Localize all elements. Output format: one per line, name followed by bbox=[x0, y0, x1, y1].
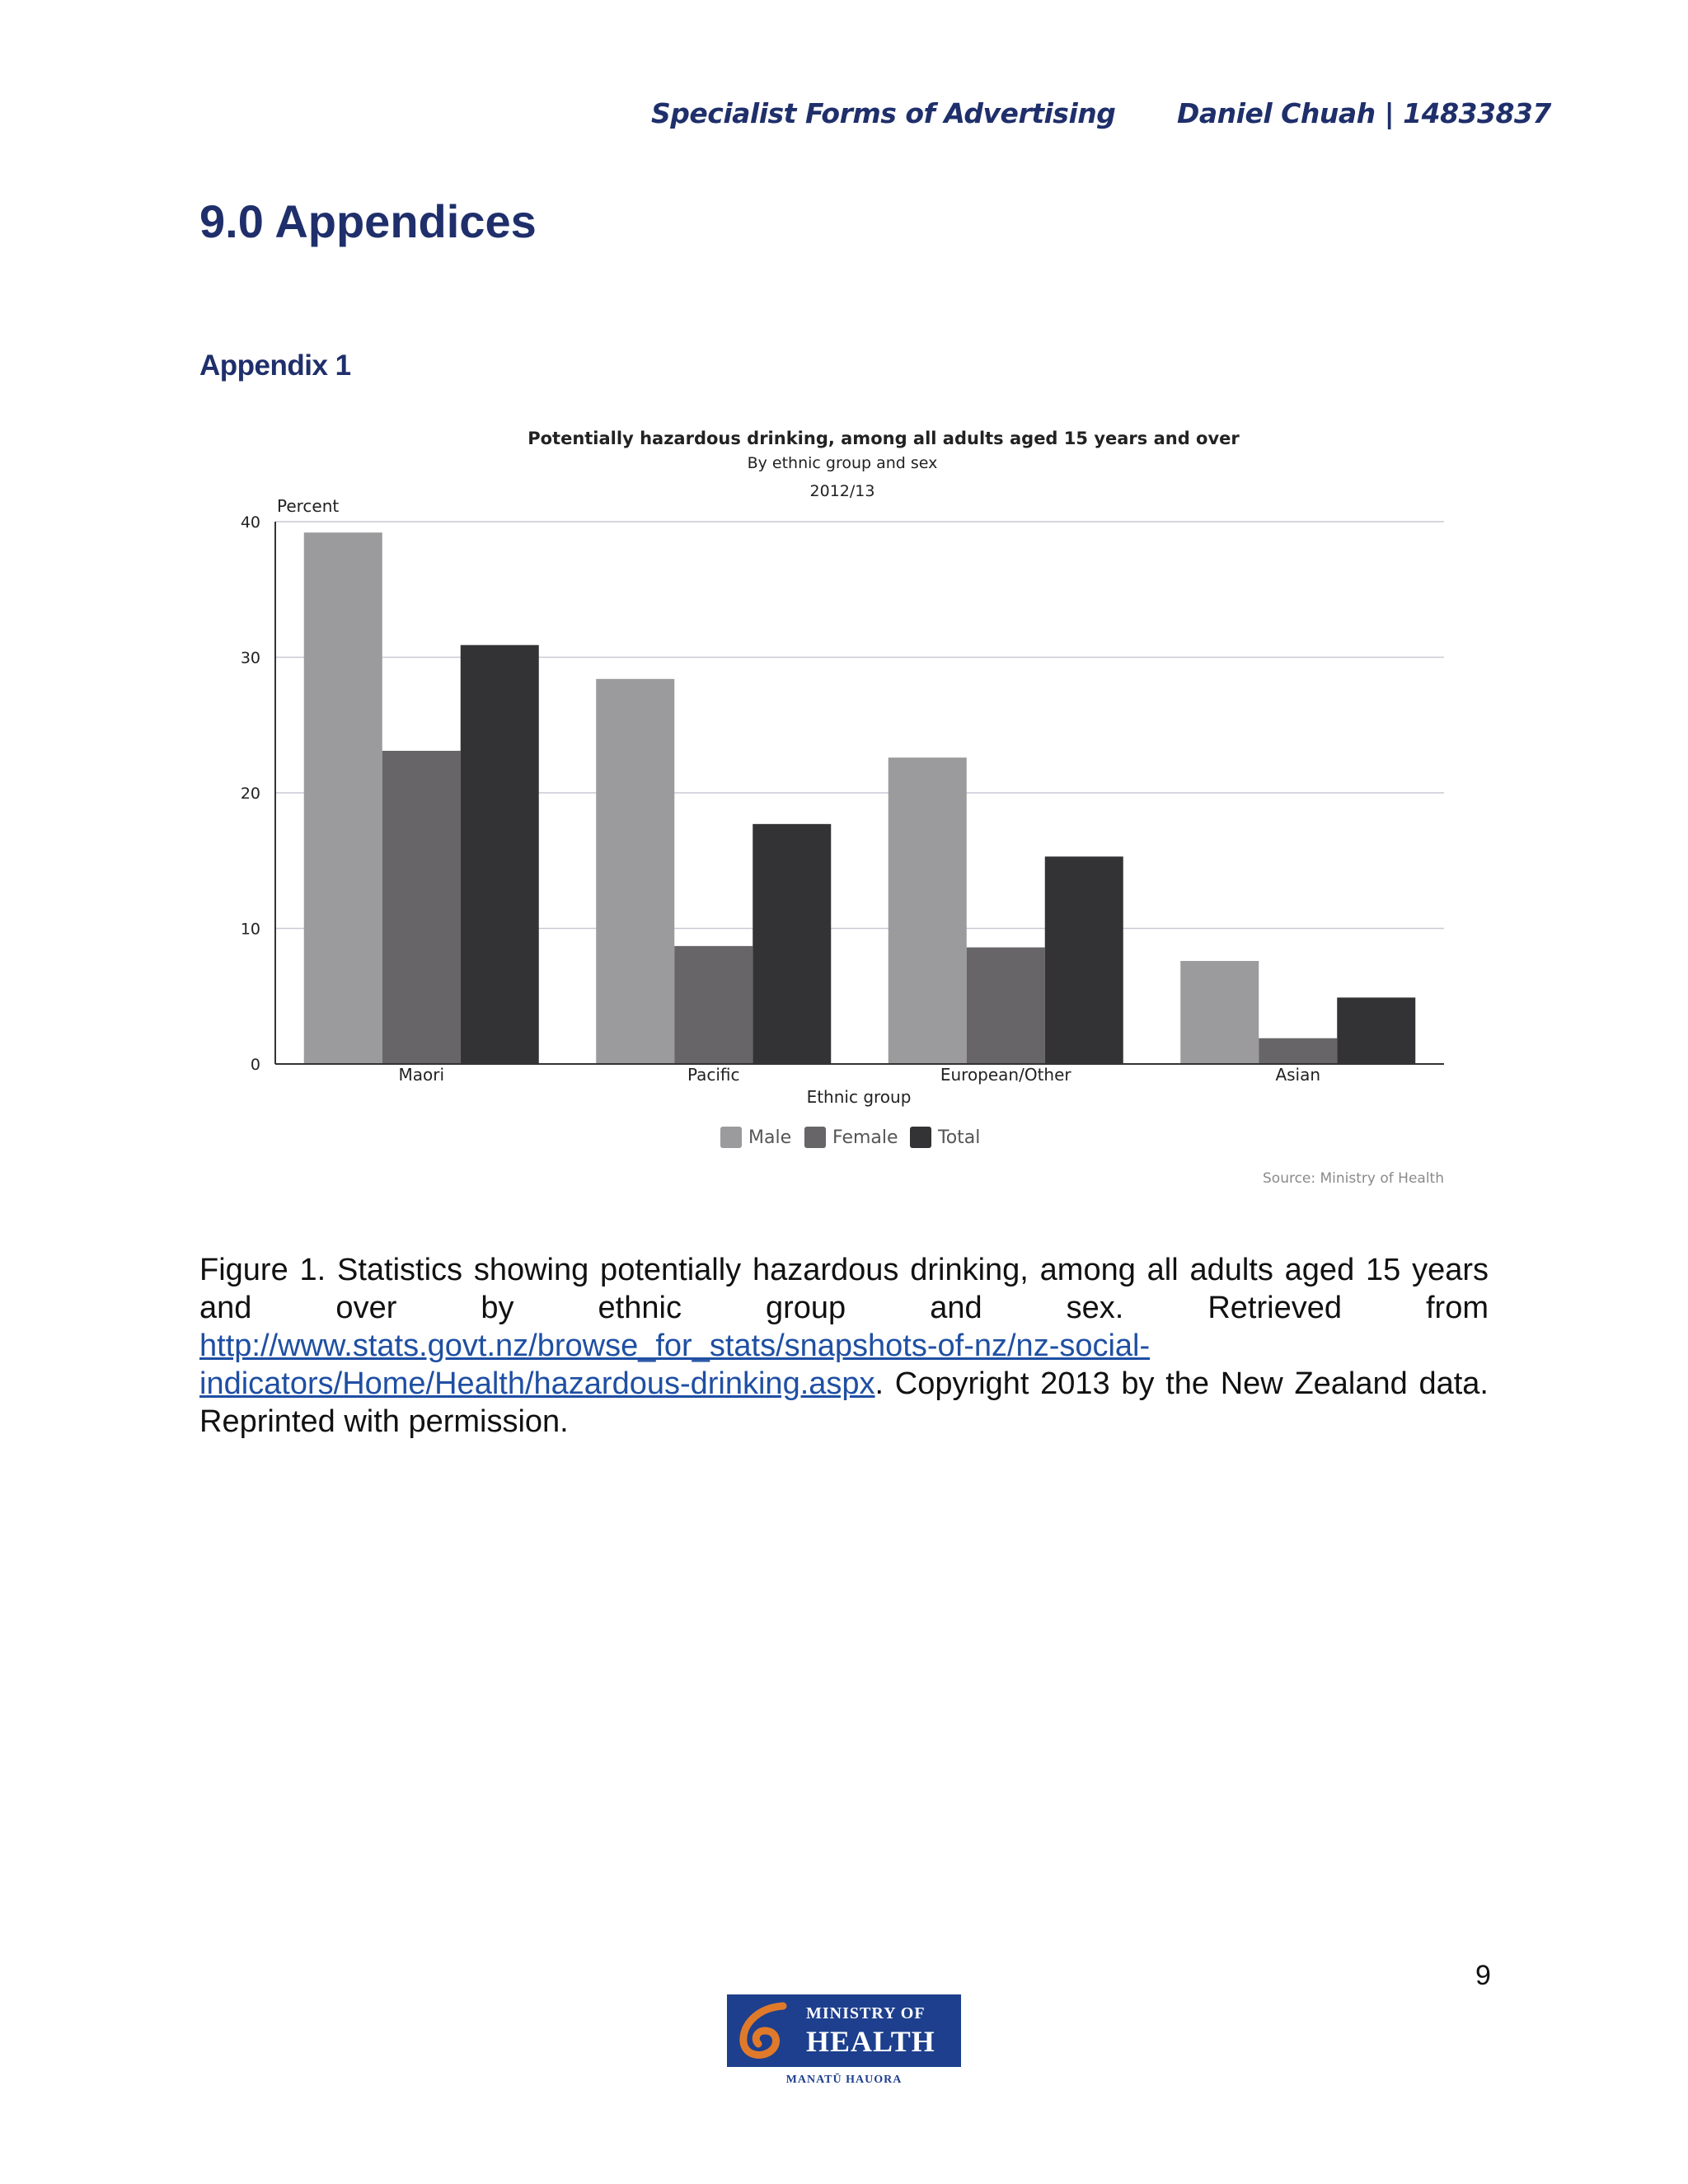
legend-swatch-male bbox=[720, 1127, 742, 1148]
bar-male-maori bbox=[304, 532, 382, 1064]
bar-female-asian bbox=[1259, 1038, 1337, 1064]
legend-label-female: Female bbox=[832, 1127, 898, 1148]
chart-subtitle: By ethnic group and sex bbox=[747, 454, 938, 472]
header-document-title: Specialist Forms of Advertising bbox=[651, 97, 1116, 129]
caption-text: Figure 1. Statistics showing potentially hazardous drinking, among all adults aged 15 years and over by ethnic group and sex. Retrieved from bbox=[199, 1253, 1489, 1325]
bar-total-pacific bbox=[753, 824, 831, 1064]
bar-female-european-other bbox=[967, 948, 1045, 1064]
x-tick-label: European/Other bbox=[940, 1065, 1071, 1085]
legend-label-male: Male bbox=[748, 1127, 792, 1148]
bar-chart bbox=[199, 416, 1461, 1207]
bar-female-pacific bbox=[674, 946, 753, 1064]
legend-swatch-total bbox=[910, 1127, 931, 1148]
bar-male-european-other bbox=[889, 757, 967, 1064]
ministry-of-health-logo bbox=[727, 1994, 961, 2093]
caption-source-link[interactable]: http://www.stats.govt.nz/browse_for_stats/snapshots-of-nz/nz-social-indicators/Home/Health/hazardous-drinking.aspx bbox=[199, 1329, 1151, 1401]
logo-banner bbox=[727, 1994, 961, 2067]
bar-total-maori bbox=[461, 645, 539, 1064]
bar-total-european-other bbox=[1045, 856, 1123, 1064]
page-number: 9 bbox=[1475, 1960, 1491, 1991]
bar-male-pacific bbox=[596, 679, 674, 1064]
caption-copyright: . Copyright 2013 by the New Zealand data. Reprinted with permission. bbox=[199, 1366, 1489, 1439]
y-tick-label: 10 bbox=[240, 920, 260, 939]
y-tick-label: 0 bbox=[250, 1056, 260, 1074]
legend-label-total: Total bbox=[938, 1127, 981, 1148]
logo-line-2: HEALTH bbox=[806, 2025, 935, 2058]
y-tick-label: 40 bbox=[240, 513, 260, 532]
x-tick-label: Maori bbox=[398, 1065, 445, 1085]
x-axis-label: Ethnic group bbox=[806, 1087, 912, 1107]
chart-period: 2012/13 bbox=[809, 482, 875, 500]
x-tick-label: Asian bbox=[1275, 1065, 1321, 1085]
chart-source: Source: Ministry of Health bbox=[1263, 1170, 1444, 1187]
header-author: Daniel Chuah | 14833837 bbox=[1177, 97, 1551, 129]
y-tick-label: 20 bbox=[240, 785, 260, 803]
bar-male-asian bbox=[1180, 961, 1259, 1064]
bar-total-asian bbox=[1337, 997, 1415, 1064]
logo-subtitle: MANATŪ HAUORA bbox=[785, 2074, 903, 2086]
legend-swatch-female bbox=[804, 1127, 826, 1148]
logo-swirl-icon bbox=[734, 1999, 799, 2062]
figure-caption bbox=[199, 1251, 1489, 1441]
y-axis-label: Percent bbox=[277, 496, 340, 516]
y-tick-label: 30 bbox=[240, 649, 260, 668]
appendix-label: Appendix 1 bbox=[199, 349, 351, 382]
logo-line-1: MINISTRY OF bbox=[806, 2004, 926, 2022]
bar-female-maori bbox=[382, 751, 461, 1064]
x-tick-label: Pacific bbox=[687, 1065, 740, 1085]
section-heading: 9.0 Appendices bbox=[199, 195, 537, 247]
chart-title: Potentially hazardous drinking, among all adults aged 15 years and over bbox=[528, 429, 1240, 448]
